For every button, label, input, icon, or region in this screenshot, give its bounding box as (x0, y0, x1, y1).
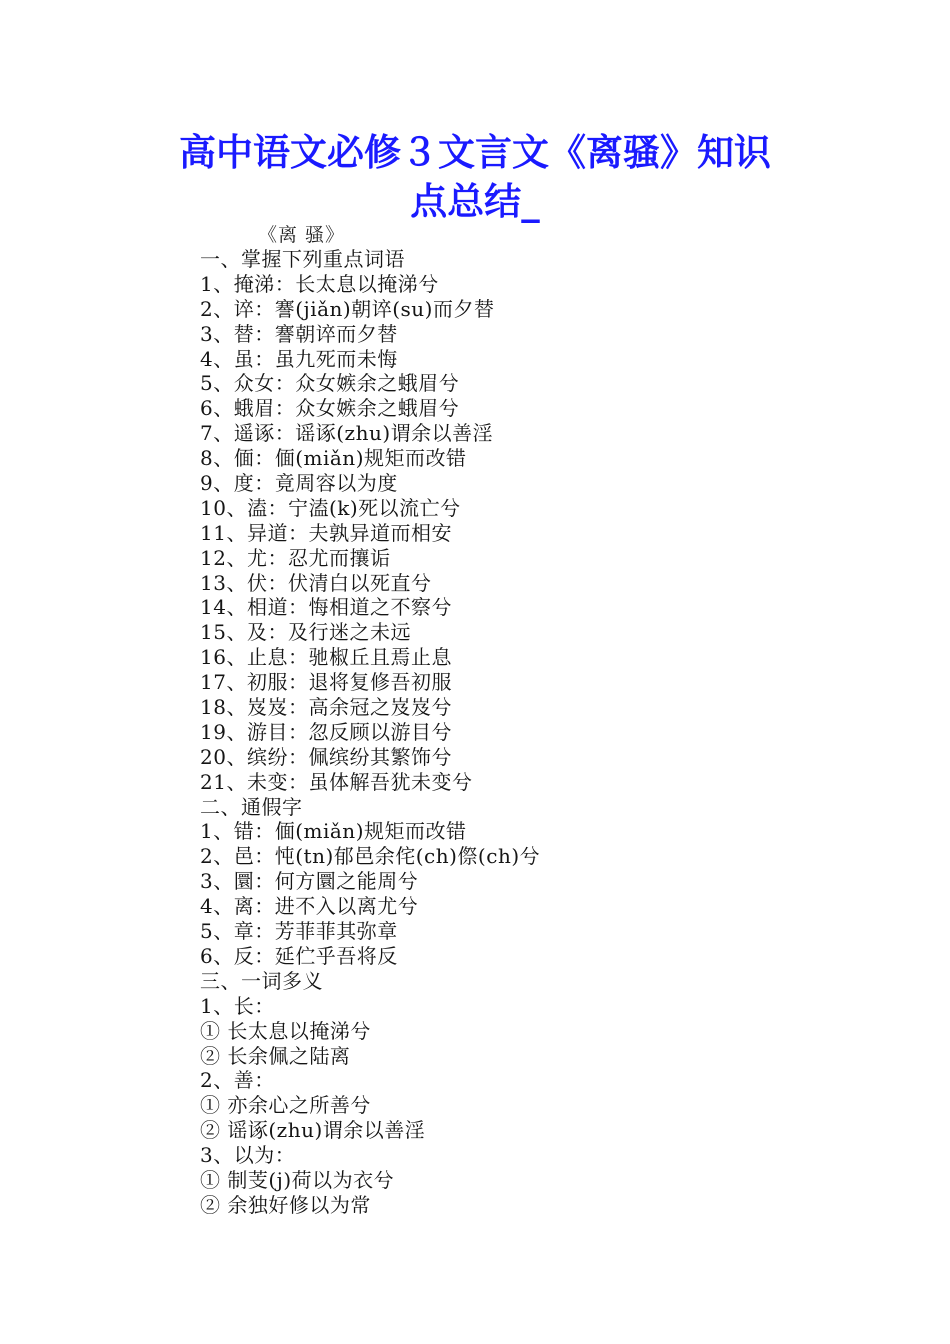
section-subtitle: 《离 骚》 (258, 224, 346, 246)
text-line: 21、未变：虽体解吾犹未变兮 (200, 769, 473, 794)
text-line: 12、尤：忍尤而攘诟 (200, 545, 391, 570)
text-line: ① 亦余心之所善兮 (200, 1093, 371, 1118)
text-line: 19、游目：忽反顾以游目兮 (200, 719, 452, 744)
text-line: 4、离：进不入以离尤兮 (200, 894, 419, 919)
text-line: 3、圜：何方圜之能周兮 (200, 869, 419, 894)
text-line: 1、掩涕：长太息以掩涕兮 (200, 271, 439, 296)
text-line: 6、蛾眉：众女嫉余之蛾眉兮 (200, 396, 460, 421)
text-line: ② 长余佩之陆离 (200, 1043, 351, 1068)
text-line: 18、岌岌：高余冠之岌岌兮 (200, 695, 452, 720)
document-title-line-2: 点总结_ (410, 179, 540, 223)
text-line: 15、及：及行迷之未远 (200, 620, 411, 645)
text-line: 6、反：延伫乎吾将反 (200, 943, 398, 968)
text-line: 13、伏：伏清白以死直兮 (200, 570, 432, 595)
text-line: ① 长太息以掩涕兮 (200, 1018, 371, 1043)
text-line: 2、善： (200, 1068, 275, 1093)
text-line: 11、异道：夫孰异道而相安 (200, 520, 452, 545)
text-line: ② 谣诼(zhu)谓余以善淫 (200, 1118, 426, 1143)
text-line: 4、虽：虽九死而未悔 (200, 346, 398, 371)
text-line: 一、掌握下列重点词语 (200, 247, 405, 271)
text-line: 3、以为： (200, 1143, 296, 1168)
text-line: 16、止息：驰椒丘且焉止息 (200, 645, 452, 670)
text-line: 5、章：芳菲菲其弥章 (200, 919, 398, 944)
text-line: 7、遥诼：谣诼(zhu)谓余以善淫 (200, 421, 494, 446)
text-line: 三、一词多义 (200, 968, 323, 993)
text-line: 8、偭：偭(miǎn)规矩而改错 (200, 446, 467, 471)
text-line: 14、相道：悔相道之不察兮 (200, 595, 452, 620)
text-line: 二、通假字 (200, 794, 303, 819)
text-line: 2、邑：忳(tn)郁邑余侘(ch)傺(ch)兮 (200, 844, 541, 869)
text-line: ① 制芰(j)荷以为衣兮 (200, 1167, 395, 1192)
text-line: 9、度：竟周容以为度 (200, 471, 398, 496)
text-line: 10、溘：宁溘(k)死以流亡兮 (200, 495, 461, 520)
text-line: ② 余独好修以为常 (200, 1192, 371, 1217)
text-line: 3、替：謇朝谇而夕替 (200, 321, 398, 346)
text-line: 1、错：偭(miǎn)规矩而改错 (200, 819, 467, 844)
text-line: 1、长： (200, 993, 275, 1018)
document-body (200, 247, 850, 1218)
text-line: 2、谇：謇(jiǎn)朝谇(su)而夕替 (200, 296, 495, 321)
text-line: 20、缤纷：佩缤纷其繁饰兮 (200, 744, 452, 769)
text-line: 17、初服：退将复修吾初服 (200, 670, 452, 695)
text-line: 5、众女：众女嫉余之蛾眉兮 (200, 371, 460, 396)
document-title-line-1: 高中语文必修３文言文《离骚》知识 (179, 130, 771, 174)
